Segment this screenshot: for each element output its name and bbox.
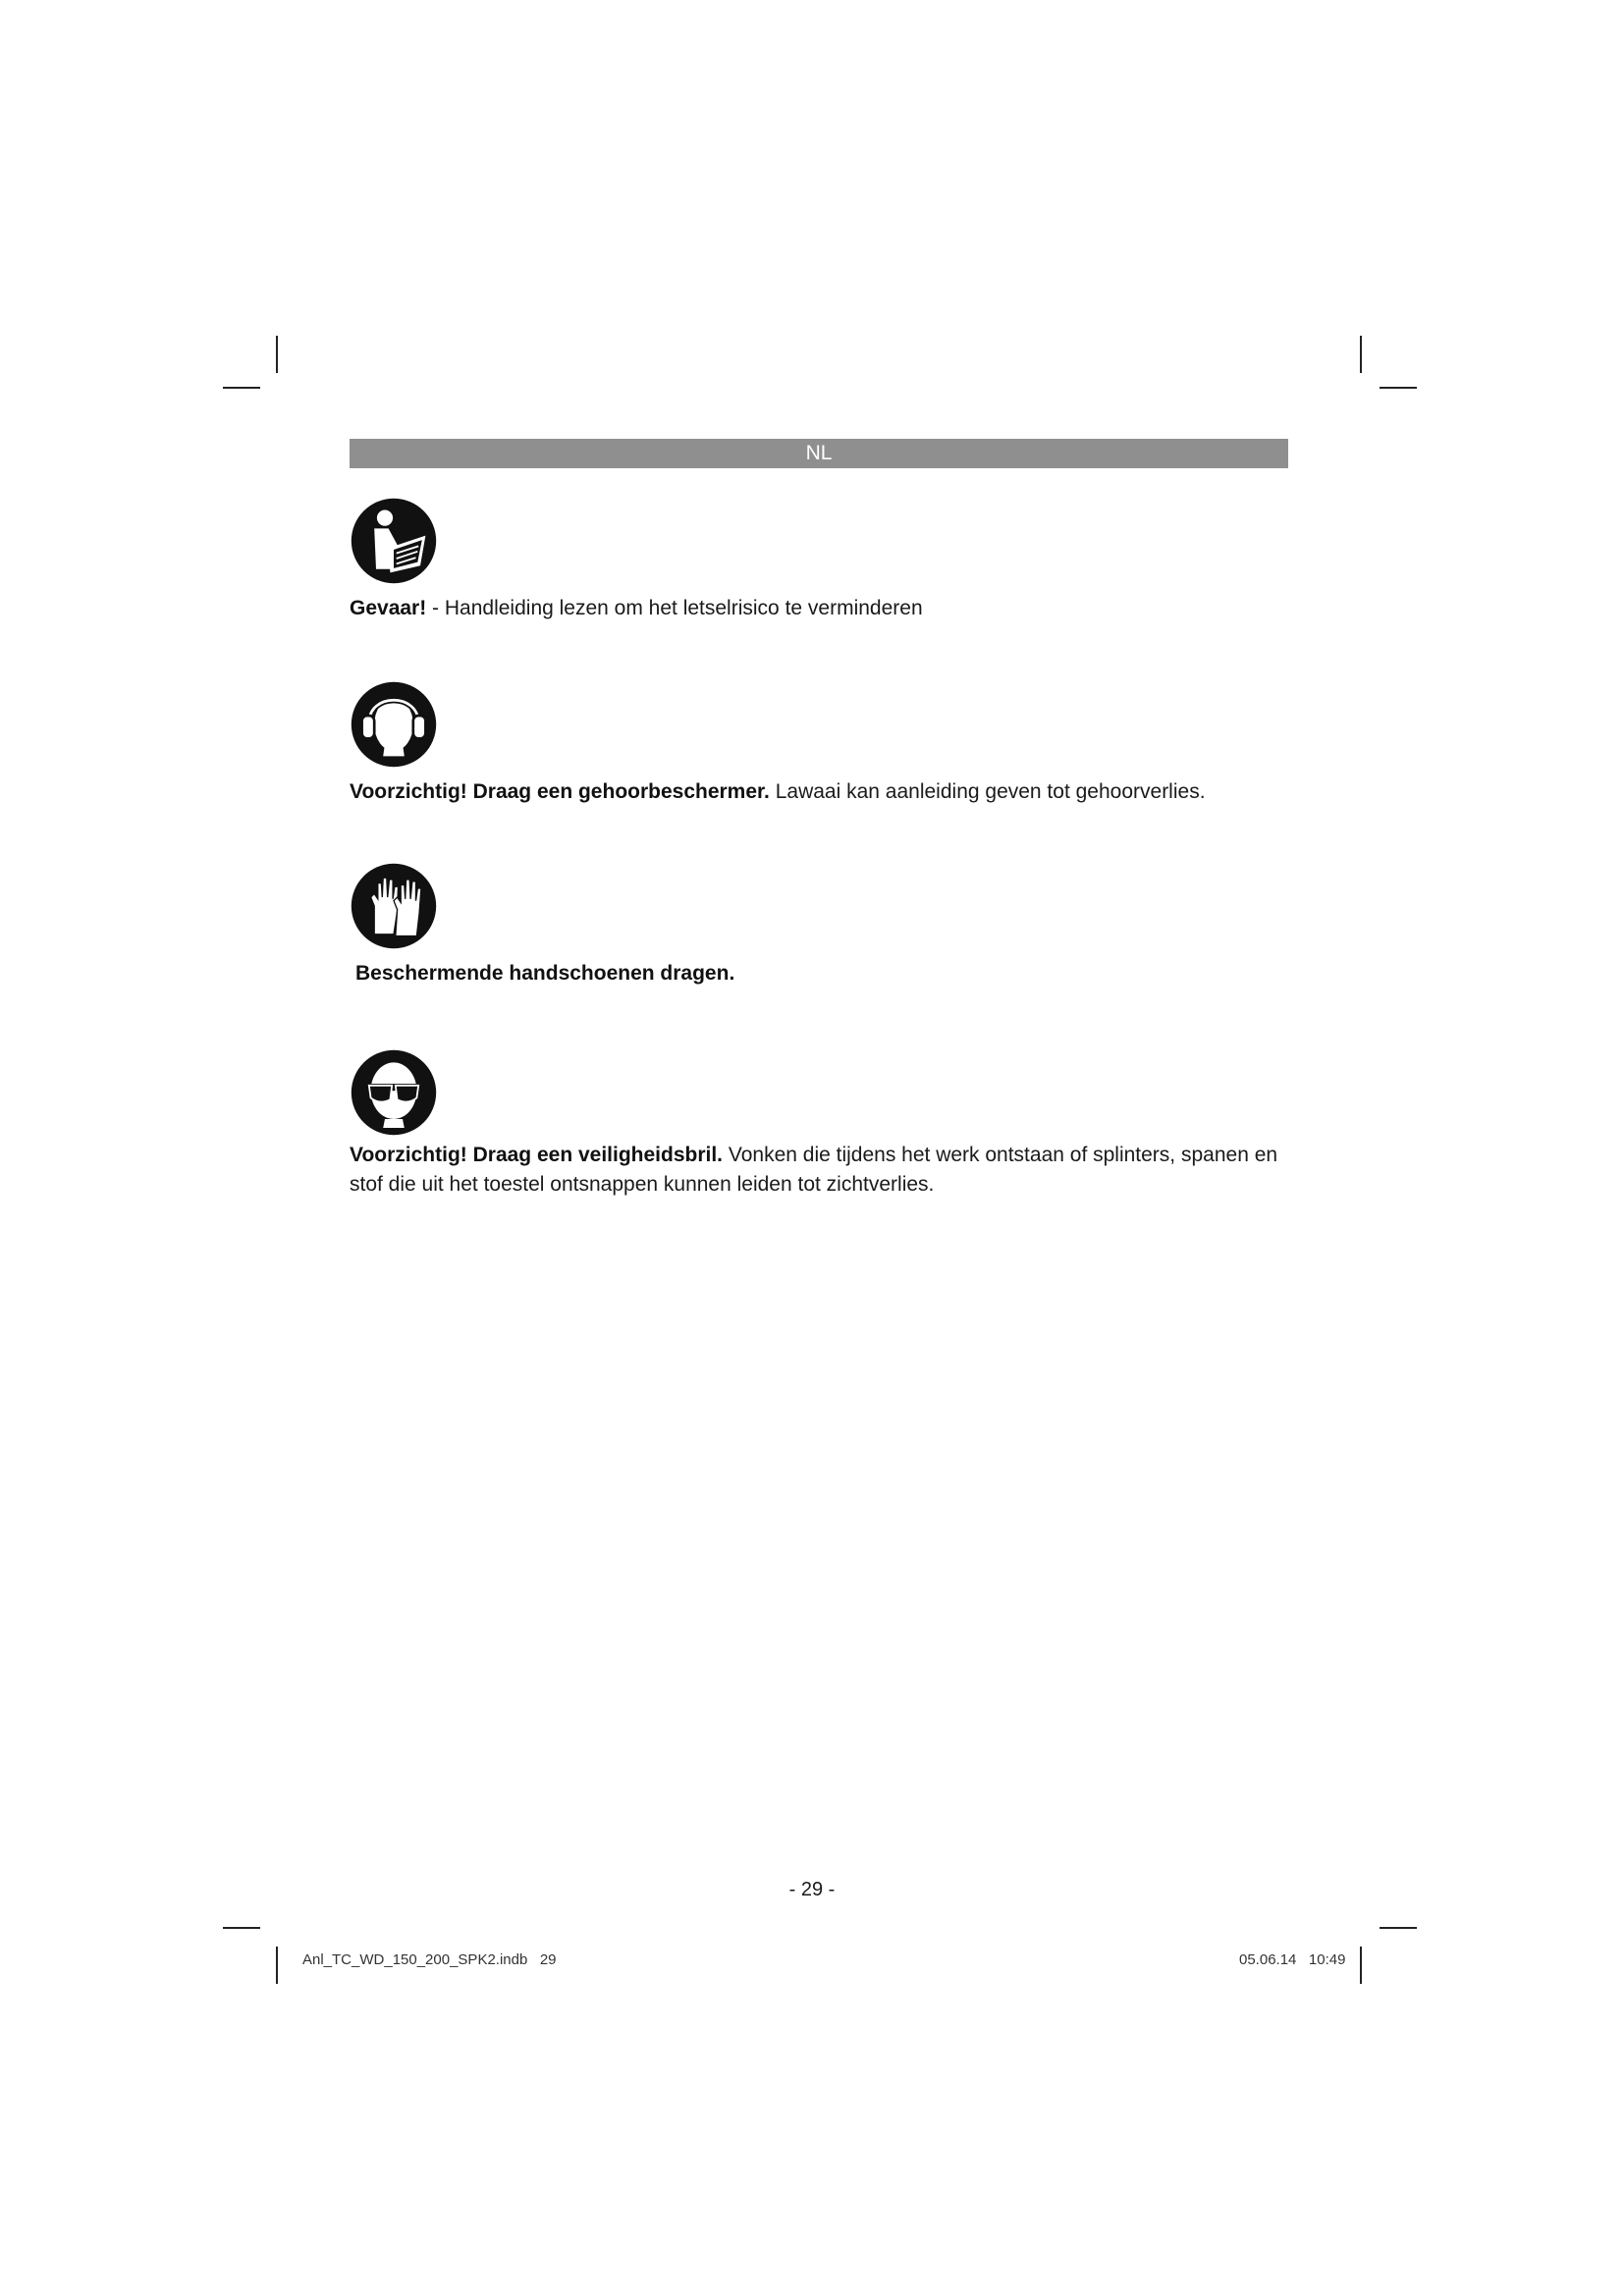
crop-mark-top-left-horizontal (223, 387, 260, 389)
sign-text-ear-protection (350, 777, 1292, 807)
sign-bold-gloves: Beschermende handschoenen dragen. (355, 962, 735, 985)
sign-desc-safety-goggles: Vonken die tijdens het werk ontstaan of splinters, spanen en stof die uit het toestel ontsnappen kunnen leiden tot zichtverlies. (350, 1144, 1278, 1196)
footer-file-name: Anl_TC_WD_150_200_SPK2.indb 29 (302, 1951, 557, 1968)
crop-mark-top-left-vertical (276, 336, 278, 373)
crop-mark-top-right-horizontal (1380, 387, 1417, 389)
ear-protection-icon (350, 680, 438, 769)
language-header-bar (350, 439, 1288, 468)
footer-datetime: 05.06.14 10:49 (1239, 1951, 1346, 1968)
sign-text-read-manual (350, 594, 1292, 623)
crop-mark-top-right-vertical (1360, 336, 1362, 373)
gloves-icon (350, 862, 438, 950)
read-manual-icon (350, 497, 438, 585)
sign-text-safety-goggles (350, 1141, 1292, 1200)
sign-desc-read-manual: - Handleiding lezen om het letselrisico te verminderen (426, 597, 923, 619)
sign-text-gloves (355, 959, 1298, 988)
sign-bold-read-manual: Gevaar! (350, 597, 427, 619)
crop-mark-bottom-right-horizontal (1380, 1927, 1417, 1929)
sign-desc-ear-protection: Lawaai kan aanleiding geven tot gehoorverlies. (769, 780, 1206, 803)
crop-mark-bottom-left-horizontal (223, 1927, 260, 1929)
language-code: NL (805, 442, 833, 464)
page-number: - 29 - (788, 1879, 836, 1900)
safety-goggles-icon (350, 1048, 438, 1137)
crop-mark-bottom-right-vertical (1360, 1947, 1362, 1984)
sign-bold-safety-goggles: Voorzichtig! Draag een veiligheidsbril. (350, 1144, 724, 1166)
crop-mark-bottom-left-vertical (276, 1947, 278, 1984)
sign-bold-ear-protection: Voorzichtig! Draag een gehoorbeschermer. (350, 780, 770, 803)
